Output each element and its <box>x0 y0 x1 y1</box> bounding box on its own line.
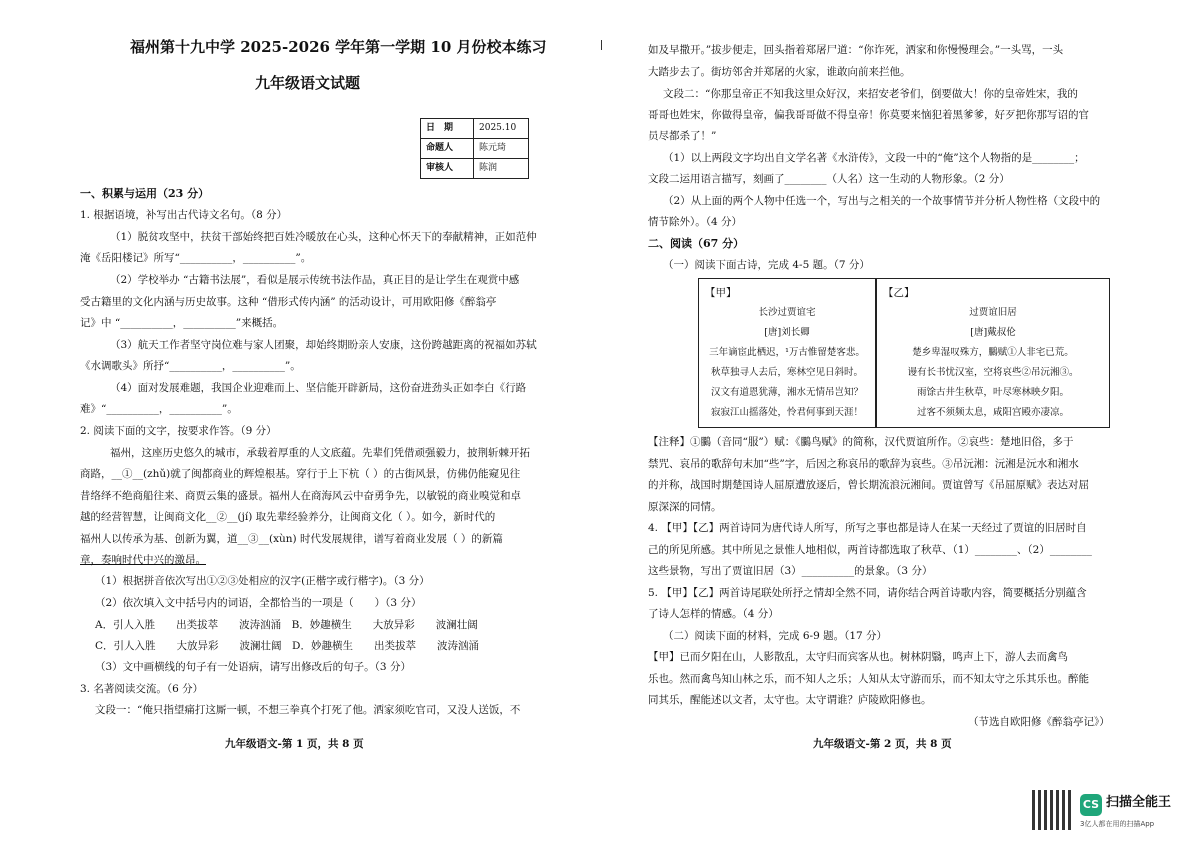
poem-tag: 【甲】 <box>705 287 737 299</box>
text-line: 难》“__________，__________”。 <box>80 403 238 415</box>
poem-line: 三年谪宦此栖迟，¹万古惟留楚客悲。 <box>709 347 865 358</box>
info-table <box>420 118 529 179</box>
poem-title: 长沙过贾谊宅 <box>758 307 816 318</box>
poem-a <box>699 279 875 427</box>
poem-tag: 【乙】 <box>883 287 915 299</box>
camscanner-logo-icon: CS <box>1080 794 1102 816</box>
passage-line: 福州，这座历史悠久的城市，承载着厚重的人文底蕴。先辈们凭借顽强毅力，披荆斩棘开拓 <box>110 447 530 459</box>
passage-line: 章，奏响时代中兴的激昂。 <box>80 554 206 566</box>
exam-subtitle: 九年级语文试题 <box>255 74 361 92</box>
watermark-tagline: 3亿人都在用的扫描App <box>1080 820 1155 828</box>
poem-line: 过客不须频太息，咸阳宫殿亦凄凉。 <box>916 407 1069 418</box>
source-note: （节选自欧阳修《醉翁亭记》） <box>968 716 1110 728</box>
sub-question: 情节除外）。（4 分） <box>648 216 743 228</box>
question-4: 4. 【甲】【乙】两首诗同为唐代诗人所写，所写之事也都是诗人在某一天经过了贾谊的旧居时自 <box>648 522 1087 534</box>
question-2: 2. 阅读下面的文字，按要求作答。（9 分） <box>80 425 277 437</box>
text-line: 淹《岳阳楼记》所写“__________，__________”。 <box>80 252 312 264</box>
poem-line: 汉文有道恩犹薄，湘水无情吊岂知？ <box>710 387 863 398</box>
watermark-name: 扫描全能王 <box>1106 795 1172 810</box>
sub-question: 文段二运用语言描写，刻画了________（人名）这一生动的人物形象。（2 分） <box>648 173 1010 185</box>
sub-question: （2）从上面的两个人物中任选一个，写出与之相关的一个故事情节并分析人物性格（文段中的 <box>663 195 1101 207</box>
passage-line: 商路，__①__(zhǔ)就了闽都商业的辉煌根基。穿行于上下杭（ ）的古街风景，仿佛仍能窥见往 <box>80 468 521 480</box>
passage-line: 同其乐，醒能述以文者，太守也。太守谓谁？庐陵欧阳修也。 <box>648 694 932 706</box>
poem-line: 雨馀古井生秋草，叶尽寒林映夕阳。 <box>916 387 1069 398</box>
page-footer: 九年级语文-第 1 页，共 8 页 <box>225 738 364 750</box>
text-line: 《水调歌头》所抒“__________，__________”。 <box>80 360 301 372</box>
poem-author: [唐]戴叔伦 <box>970 327 1016 338</box>
poem-line: 秋草独寻人去后，寒林空见日斜时。 <box>710 367 863 378</box>
poem-author: [唐]刘长卿 <box>764 327 810 338</box>
annotation-line: 禁咒、哀吊的歌辞句末加“些”字，后因之称哀吊的歌辞为哀些。③吊沅湘：沅湘是沅水和湘水 <box>648 458 1079 470</box>
section-subheading: （一）阅读下面古诗，完成 4-5 题。（7 分） <box>663 259 870 271</box>
poem-b <box>877 279 1109 427</box>
info-value: 陈元琦 <box>474 139 529 159</box>
page-2 <box>638 0 1128 847</box>
qr-code-icon <box>1032 790 1072 830</box>
annotation-line: 【注释】①鵩（音同“服”）赋：《鵩鸟赋》的简称，汉代贾谊所作。②哀些：楚地旧俗，多于 <box>648 436 1074 448</box>
info-key: 审核人 <box>421 159 474 179</box>
fold-mark <box>601 40 602 50</box>
exam-title: 福州第十九中学 2025-2026 学年第一学期 10 月份校本练习 <box>130 38 547 56</box>
passage-line: 越的经营智慧，让闽商文化__②__(jí) 取先辈经验养分，让闽商文化（ ）。如今，新时代的 <box>80 511 496 523</box>
passage-line: 【甲】已而夕阳在山，人影散乱，太守归而宾客从也。树林阴翳，鸣声上下，游人去而禽鸟 <box>648 651 1068 663</box>
question-1: 1. 根据语境，补写出古代诗文名句。（8 分） <box>80 209 288 221</box>
info-key: 日 期 <box>421 119 474 139</box>
choice-row: A．引人入胜 出类拔萃 波涛汹涌 B．妙趣横生 大放异彩 波澜壮阔 <box>95 619 478 631</box>
info-key: 命题人 <box>421 139 474 159</box>
question-5: 5. 【甲】【乙】两首诗尾联处所抒之情却全然不同，请你结合两首诗歌内容，简要概括分别蕴含 <box>648 587 1087 599</box>
sub-question: （1）以上两段文字均出自文学名著《水浒传》，文段一中的“俺”这个人物指的是________； <box>663 152 1085 164</box>
text-line: （3）航天工作者坚守岗位难与家人团聚，却始终期盼亲人安康，这份跨越距离的祝福如苏轼 <box>110 339 537 351</box>
poem-box <box>698 278 1110 428</box>
sub-question: （3）文中画横线的句子有一处语病，请写出修改后的句子。（3 分） <box>95 661 411 673</box>
section-heading: 一、积累与运用（23 分） <box>80 187 210 200</box>
question-4-line: 己的所见所感。其中所见之景惟人地相似，两首诗都选取了秋草、（1）________、（2）________ <box>648 544 1092 556</box>
poem-title: 过贾谊旧居 <box>969 307 1017 318</box>
passage-line: 乐也。然而禽鸟知山林之乐，而不知人之乐；人知从太守游而乐，而不知太守之乐其乐也。醉能 <box>648 673 1089 685</box>
page-1 <box>70 0 565 847</box>
question-4-line: 这些景物，写出了贾谊旧居（3）__________的景象。（3 分） <box>648 565 933 577</box>
excerpt-line: 员尽都杀了！” <box>648 130 717 142</box>
text-line: （2）学校举办 “古籍书法展”，看似是展示传统书法作品，真正目的是让学生在观赏中感 <box>110 274 520 286</box>
poem-line: 寂寂江山摇落处，怜君何事到天涯！ <box>710 407 863 418</box>
text-line: 受古籍里的文化内涵与历史故事。这种 “借形式传内涵” 的活动设计，可用欧阳修《醉翁亭 <box>80 296 497 308</box>
section-heading: 二、阅读（67 分） <box>648 237 745 250</box>
poem-line: 谩有长书忧汉室，空将哀些②吊沅湘③。 <box>907 367 1079 378</box>
choice-row: C．引人入胜 大放异彩 波澜壮阔 D．妙趣横生 出类拔萃 波涛汹涌 <box>95 640 479 652</box>
poem-line: 楚乡卑湿叹殊方，鵩赋①人非宅已荒。 <box>912 347 1074 358</box>
text-line: （1）脱贫攻坚中，扶贫干部始终把百姓冷暖放在心头，这种心怀天下的奉献精神，正如范仲 <box>110 231 537 243</box>
passage-line: 福州人以传承为基、创新为翼，道__③__(xùn) 时代发展规律，谱写着商业发展（ ）的新篇 <box>80 533 503 545</box>
excerpt-line: 文段一：“俺只指望痛打这厮一顿，不想三拳真个打死了他。洒家须吃官司，又没人送饭，不 <box>95 704 521 716</box>
page-footer: 九年级语文-第 2 页，共 8 页 <box>813 738 952 750</box>
annotation-line: 原深深的同情。 <box>648 501 722 513</box>
question-5-line: 了诗人怎样的情感。（4 分） <box>648 608 779 620</box>
info-value: 2025.10 <box>474 119 529 139</box>
text-line: 记》中 “__________，__________”来概括。 <box>80 317 284 329</box>
passage-line: 昔络绎不绝商船往来、商贾云集的盛景。福州人在商海风云中奋勇争先，以敏锐的商业嗅觉和卓 <box>80 490 521 502</box>
excerpt-line: 大踏步去了。街坊邻舍并郑屠的火家，谁敢向前来拦他。 <box>648 66 911 78</box>
excerpt-line: 文段二：“你那皇帝正不知我这里众好汉，来招安老爷们，倒要做大！你的皇帝姓宋，我的 <box>663 88 1078 100</box>
question-3: 3. 名著阅读交流。（6 分） <box>80 683 204 695</box>
annotation-line: 的并称，战国时期楚国诗人屈原遭放逐后，曾长期流浪沅湘间。贾谊曾写《吊屈原赋》表达对屈 <box>648 479 1089 491</box>
section-subheading: （二）阅读下面的材料，完成 6-9 题。（17 分） <box>663 630 888 642</box>
sub-question: （2）依次填入文中括号内的词语，全都恰当的一项是（ ）（3 分） <box>95 597 422 609</box>
info-value: 陈润 <box>474 159 529 179</box>
excerpt-line: 哥哥也姓宋，你做得皇帝，偏我哥哥做不得皇帝！你莫要来恼犯着黑爹爹，好歹把你那写诏的官 <box>648 109 1089 121</box>
text-line: （4）面对发展难题，我国企业迎难而上、坚信能开辟新局，这份奋进劲头正如李白《行路 <box>110 382 527 394</box>
excerpt-line: 如及早撒开。”拔步便走，回头指着郑屠尸道：“你诈死，洒家和你慢慢理会。”一头骂，一头 <box>648 44 1064 56</box>
sub-question: （1）根据拼音依次写出①②③处相应的汉字(正楷字或行楷字)。（3 分） <box>95 575 430 587</box>
